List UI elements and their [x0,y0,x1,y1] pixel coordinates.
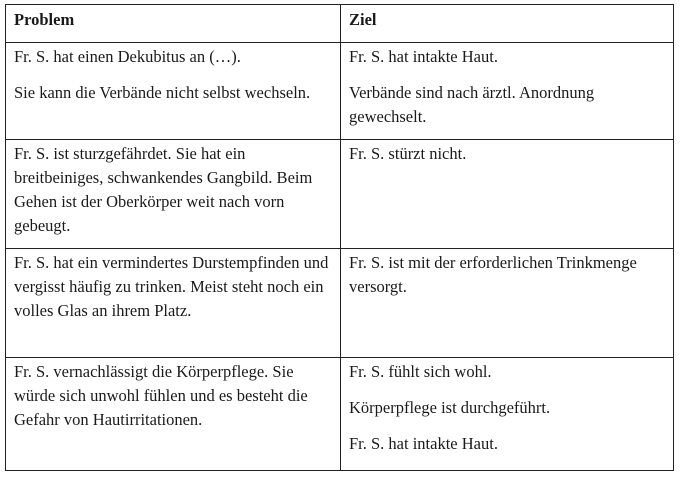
goal-text: Fr. S. hat intakte Haut. [349,434,498,453]
header-row [6,5,674,43]
goal-text: Verbände sind nach ärztl. Anordnung gewechselt. [349,83,595,126]
goal-text: Fr. S. ist mit der erforderlichen Trinkmenge versorgt. [349,253,637,296]
problem-text: Sie kann die Verbände nicht selbst wechseln. [14,83,311,102]
problem-text: Fr. S. hat einen Dekubitus an (…). [14,47,241,66]
problem-cell [6,43,341,140]
care-plan-table [5,4,674,471]
goal-cell [341,140,674,249]
problem-text: Fr. S. hat ein vermindertes Durstempfinden und vergisst häufig zu trinken. Meist steht noch ein volles Glas an ihrem Platz. [14,253,329,320]
problem-cell [6,140,341,249]
problem-text: Fr. S. ist sturzgefährdet. Sie hat ein breitbeiniges, schwankendes Gangbild. Beim Gehen ist der Oberkörper weit nach vorn gebeugt. [14,144,313,235]
goal-cell [341,358,674,471]
table-row [6,43,674,140]
goal-text: Körperpflege ist durchgeführt. [349,398,551,417]
header-problem: Problem [6,5,341,43]
goal-text: Fr. S. hat intakte Haut. [349,47,498,66]
goal-cell [341,43,674,140]
table-row [6,140,674,249]
problem-cell [6,358,341,471]
problem-text: Fr. S. vernachlässigt die Körperpflege. Sie würde sich unwohl fühlen und es besteht die Gefahr von Hautirritationen. [14,362,308,429]
header-goal: Ziel [341,5,674,43]
table-row [6,358,674,471]
goal-text: Fr. S. fühlt sich wohl. [349,362,492,381]
table-row [6,249,674,358]
goal-cell [341,249,674,358]
problem-cell [6,249,341,358]
goal-text: Fr. S. stürzt nicht. [349,144,467,163]
